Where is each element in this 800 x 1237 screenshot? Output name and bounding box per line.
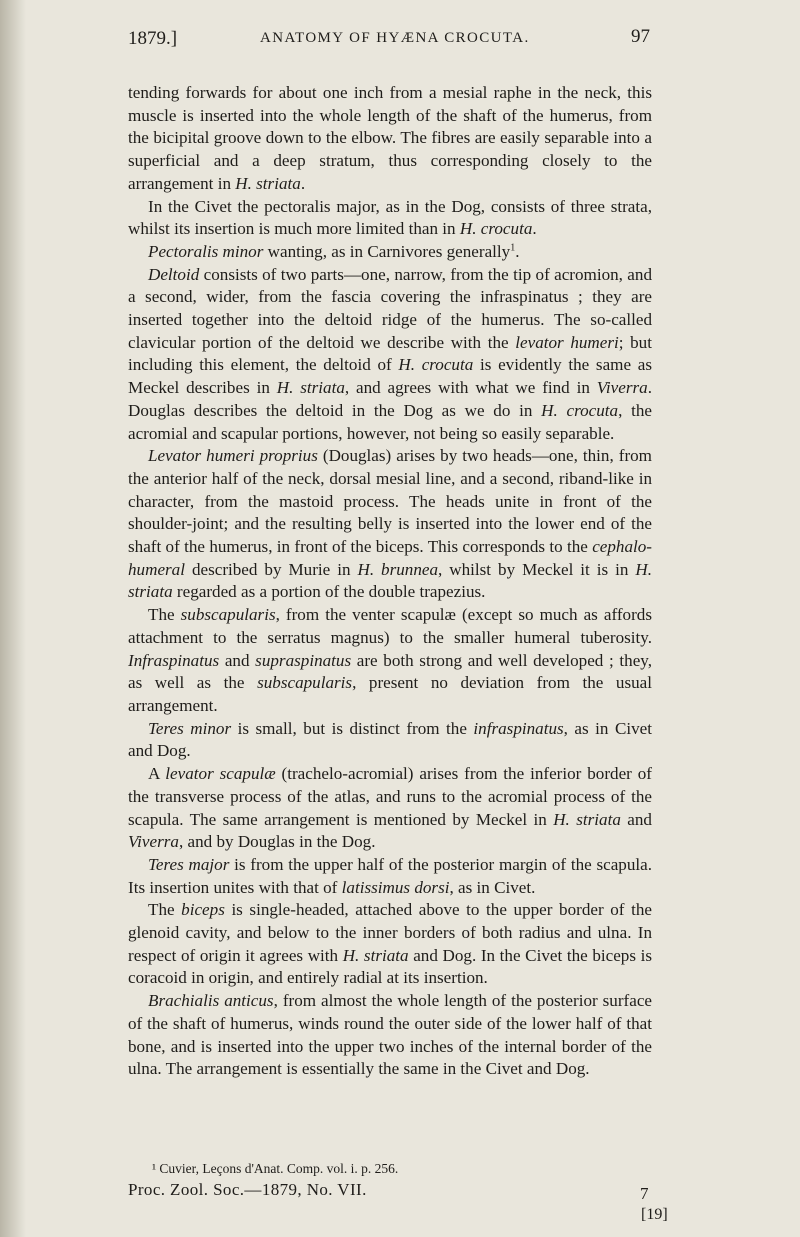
italic-term: H. crocuta	[398, 355, 474, 375]
italic-term: Viverra	[596, 378, 648, 398]
text-run: .	[300, 173, 306, 193]
paragraph	[128, 196, 652, 241]
paragraph	[128, 604, 652, 718]
paragraph	[128, 241, 652, 264]
paragraph	[128, 854, 652, 899]
header-year: 1879.]	[128, 28, 178, 49]
paragraph	[128, 718, 652, 763]
paragraph	[128, 445, 652, 604]
italic-term: supraspinatus	[255, 650, 352, 670]
text-run: and	[219, 650, 256, 670]
text-run: regarded as a portion of the double trapezius.	[172, 582, 486, 602]
text-run: wanting, as in Carnivores generally	[263, 241, 511, 261]
italic-term: biceps	[181, 900, 225, 920]
text-run: is single-headed, attached above to the upper border of the glenoid cavity, and below to the inner borders of both radius and ulna. In respect of origin it agrees with	[128, 900, 652, 965]
text-run: is from the upper half of the posterior margin of the scapula. Its insertion unites with that of	[128, 854, 652, 897]
italic-term: Infraspinatus	[128, 650, 220, 670]
text-run: , whilst by Meckel it is in	[438, 559, 636, 579]
italic-term: Teres major	[148, 854, 230, 874]
signature-mark: 7	[640, 1184, 649, 1203]
paragraph	[128, 990, 652, 1081]
paragraph	[128, 264, 652, 446]
text-run: , as in Civet.	[449, 877, 536, 897]
italic-term: infraspinatus	[473, 718, 564, 738]
italic-term: cephalo-humeral	[128, 537, 652, 579]
italic-term: Levator humeri proprius	[148, 446, 318, 466]
italic-term: Teres minor	[148, 718, 232, 738]
italic-term: H. striata	[342, 945, 409, 965]
text-run: , the acromial and scapular portions, however, not being so easily separable.	[128, 400, 652, 443]
text-run: and	[620, 809, 652, 829]
text-run: The	[148, 900, 182, 920]
text-run: ; but including this element, the deltoid of	[128, 332, 652, 375]
text-run: , present no deviation from the usual arrangement.	[128, 673, 653, 715]
italic-term: H. striata	[128, 559, 653, 602]
page-number: 97	[631, 26, 650, 47]
footnote-marker: 1	[510, 242, 516, 254]
text-run: described by Murie in	[184, 559, 358, 579]
body-text	[128, 82, 652, 1081]
text-run: . Douglas describes the deltoid in the Dog as we do in	[128, 378, 652, 420]
running-header	[128, 18, 650, 58]
italic-term: subscapularis	[257, 673, 353, 693]
italic-term: levator scapulæ	[165, 764, 276, 784]
text-run: , as in Civet and Dog.	[128, 718, 652, 761]
text-run: are both strong and well developed ; they, as well as the	[128, 650, 652, 693]
italic-term: Deltoid	[148, 264, 200, 284]
text-run: , from the venter scapulæ (except so much as affords attachment to the serratus magnus) to the smaller humeral tuberosity.	[128, 605, 652, 647]
text-run: , and by Douglas in the Dog.	[178, 832, 376, 852]
text-run: .	[515, 241, 520, 261]
italic-term: H. crocuta	[459, 219, 533, 239]
italic-term: Pectoralis minor	[148, 241, 264, 261]
footnote: ¹ Cuvier, Leçons d'Anat. Comp. vol. i. p. 256.	[152, 1161, 399, 1176]
italic-term: levator humeri	[515, 332, 619, 352]
text-run: , and agrees with what we find in	[344, 378, 597, 398]
text-run: tending forwards for about one inch from a mesial raphe in the neck, this muscle is inserted into the whole length of the shaft of the humerus, from the bicipital groove down to the elbow. The fibres are easily separable into a superficial and a deep stratum, thus corresponding closely to the arrangement in	[128, 83, 652, 193]
header-title: ANATOMY OF HYÆNA CROCUTA.	[260, 30, 530, 46]
text-run: is small, but is distinct from the	[231, 718, 474, 738]
italic-term: Brachialis anticus	[148, 991, 274, 1011]
italic-term: latissimus dorsi	[341, 877, 450, 897]
paragraph	[128, 763, 652, 854]
text-run: (trachelo-acromial) arises from the inferior border of the transverse process of the atlas, and runs to the acromial process of the scapula. The same arrangement is mentioned by Meckel in	[128, 764, 652, 829]
italic-term: H. striata	[276, 378, 345, 398]
text-run: and Dog. In the Civet the biceps is coracoid in origin, and entirely radial at its insertion.	[128, 945, 653, 988]
italic-term: H. crocuta	[541, 400, 619, 420]
folio: [19]	[641, 1206, 668, 1223]
text-run: is evidently the same as Meckel describes in	[128, 355, 652, 398]
text-run: .	[532, 219, 537, 239]
paragraph	[128, 899, 652, 990]
italic-term: H. brunnea	[357, 559, 439, 579]
italic-term: Viverra	[128, 832, 179, 852]
text-run: In the Civet the pectoralis major, as in the Dog, consists of three strata, whilst its insertion is much more limited than in	[128, 196, 652, 239]
italic-term: H. striata	[235, 173, 301, 193]
paragraph	[128, 82, 652, 196]
text-run: (Douglas) arises by two heads—one, thin, from the anterior half of the neck, dorsal mesial line, and a second, riband-like in character, from the mastoid process. The heads unite in front of the shoulder-joint; and the resulting belly is inserted into the lower end of the shaft of the humerus, in front of the biceps. This corresponds to the	[128, 446, 652, 557]
italic-term: subscapularis	[180, 605, 276, 625]
journal-line: Proc. Zool. Soc.—1879, No. VII.	[128, 1180, 367, 1199]
text-run: , from almost the whole length of the posterior surface of the shaft of humerus, winds round the outer side of the lower half of that bone, and is inserted into the upper two inches of the internal border of the ulna. The arrangement is essentially the same in the Civet and Dog.	[128, 991, 652, 1079]
text-run: A	[148, 764, 166, 784]
text-run: The	[148, 605, 181, 625]
italic-term: H. striata	[553, 809, 621, 829]
page-edge-shadow	[0, 0, 26, 1237]
text-run: consists of two parts—one, narrow, from the tip of acromion, and a second, wider, from the fascia covering the infraspinatus ; they are inserted together into the deltoid ridge of the humerus. The so-called clavicular portion of the deltoid we describe with the	[128, 264, 652, 352]
